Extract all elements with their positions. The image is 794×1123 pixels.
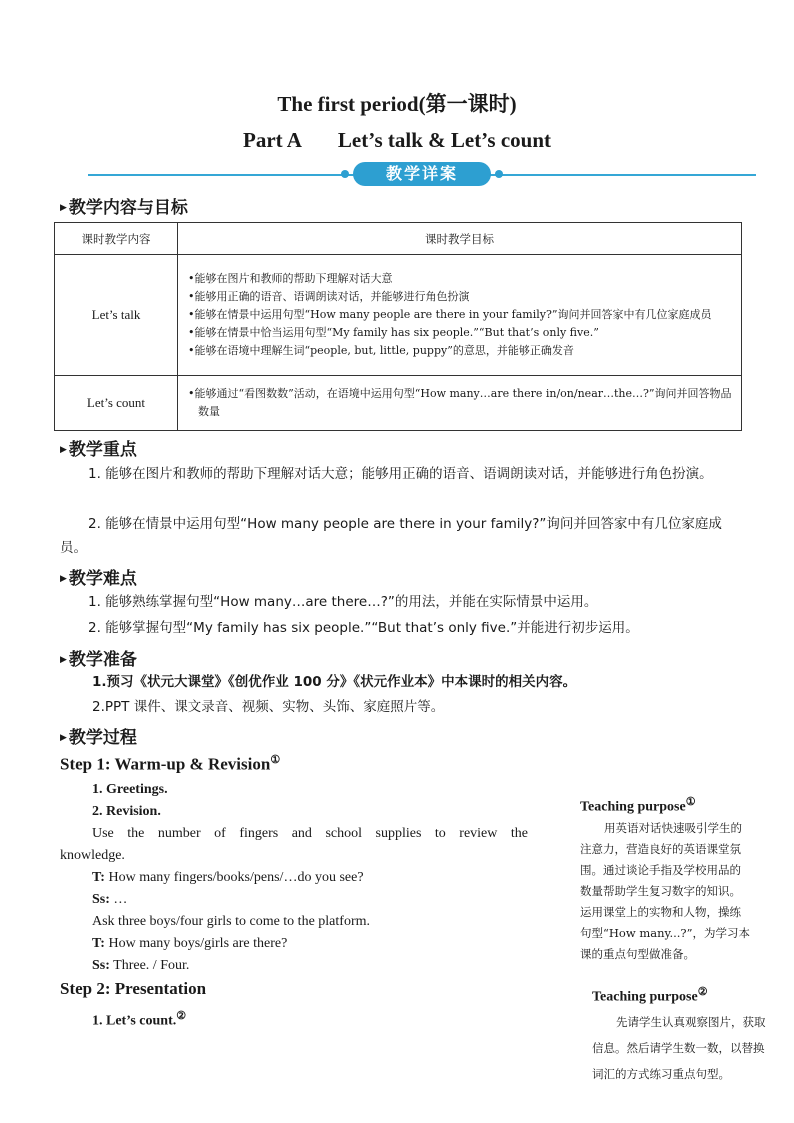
- step1-greetings: 1. Greetings.: [92, 782, 168, 797]
- goal-item: •能够在语境中理解生词“people, but, little, puppy”的意思，并能够正确发音: [188, 344, 574, 357]
- step1-title: Step 1: Warm-up & Revision①: [60, 754, 281, 774]
- step1-revision: 2. Revision.: [92, 804, 161, 819]
- goal-item: •能够通过“看图数数”活动，在语境中运用句型“How many…are there in/on/near…the…?”询问并回答物品数量: [188, 387, 732, 418]
- table-header-row: [55, 223, 742, 255]
- prep-item: 1.预习《状元大课堂》《创优作业 100 分》《状元作业本》中本课时的相关内容。: [92, 674, 577, 690]
- goal-item: •能够在情景中运用句型“How many people are there in your family?”询问并回答家中有几位家庭成员: [188, 308, 712, 321]
- dialogue-line: Ss: Three. / Four.: [92, 958, 190, 973]
- step2-title: Step 2: Presentation: [60, 979, 207, 998]
- step1-review: Use the number of fingers and school supplies to review the knowledge.: [60, 826, 528, 863]
- table-row: [55, 255, 742, 376]
- teaching-purpose-1-title: Teaching purpose①: [580, 796, 696, 815]
- table-row: [55, 376, 742, 431]
- table-header-content: 课时教学内容: [55, 223, 178, 255]
- teaching-purpose-2-text: 先请学生认真观察图片，获取信息。然后请学生数一数，以替换词汇的方式练习重点句型。: [592, 1015, 766, 1081]
- triangle-bullet-icon: ▶: [60, 655, 67, 665]
- page-subtitle: [0, 128, 794, 153]
- note-marker: ①: [270, 754, 281, 766]
- section-heading-content: ▶ 教学内容与目标: [60, 198, 188, 218]
- difficulty-item: 2. 能够掌握句型“My family has six people.”“But that’s only five.”并能进行初步运用。: [88, 620, 639, 636]
- table-cell-goals: [178, 376, 742, 431]
- table-cell-goals: [178, 255, 742, 376]
- triangle-bullet-icon: ▶: [60, 445, 67, 455]
- step2-item: 1. Let’s count.②: [92, 1010, 187, 1029]
- teaching-purpose-1-text: 用英语对话快速吸引学生的注意力，营造良好的英语课堂氛围。通过谈论手指及学校用品的数量帮助学生复习数字的知识。运用课堂上的实物和人物，操练句型“How many...?”，为学习本课的重点句型做准备。: [580, 821, 750, 961]
- focus-item: 1. 能够在图片和教师的帮助下理解对话大意；能够用正确的语音、语调朗读对话，并能够进行角色扮演。: [88, 466, 713, 482]
- prep-item: 2.PPT 课件、课文录音、视频、实物、头饰、家庭照片等。: [92, 699, 445, 715]
- dialogue-line: T: How many boys/girls are there?: [92, 936, 288, 951]
- dialogue-line: T: How many fingers/books/pens/…do you see?: [92, 870, 364, 885]
- dialogue-line: Ss: …: [92, 892, 128, 907]
- table-cell-content: Let’s count: [55, 376, 178, 431]
- part-label: Part A: [243, 128, 302, 152]
- step1-ask: Ask three boys/four girls to come to the platform.: [92, 914, 370, 929]
- difficulty-item: 1. 能够熟练掌握句型“How many…are there…?”的用法，并能在实际情景中运用。: [88, 594, 598, 610]
- table-header-goals: 课时教学目标: [178, 223, 742, 255]
- table-cell-content: Let’s talk: [55, 255, 178, 376]
- lesson-label: Let’s talk & Let’s count: [337, 128, 551, 152]
- section-heading-difficulty: ▶ 教学难点: [60, 569, 137, 589]
- section-heading-focus: ▶ 教学重点: [60, 440, 137, 460]
- band-label: 教学详案: [353, 162, 491, 186]
- section-heading-prep: ▶ 教学准备: [60, 650, 137, 670]
- teaching-purpose-2-title: Teaching purpose②: [592, 986, 708, 1005]
- goal-item: •能够用正确的语音、语调朗读对话，并能够进行角色扮演: [188, 290, 470, 303]
- goal-item: •能够在情景中恰当运用句型“My family has six people.”“But that’s only five.”: [188, 326, 599, 339]
- triangle-bullet-icon: ▶: [60, 203, 67, 213]
- section-heading-process: ▶ 教学过程: [60, 728, 137, 748]
- note-marker: ②: [176, 1010, 187, 1022]
- section-band: [88, 160, 756, 190]
- page-title: The first period(第一课时): [277, 92, 517, 116]
- triangle-bullet-icon: ▶: [60, 574, 67, 584]
- goal-item: •能够在图片和教师的帮助下理解对话大意: [188, 272, 393, 285]
- objectives-table: [54, 222, 742, 431]
- focus-item: 2. 能够在情景中运用句型“How many people are there in your family?”询问并回答家中有几位家庭成员。: [60, 516, 722, 556]
- triangle-bullet-icon: ▶: [60, 733, 67, 743]
